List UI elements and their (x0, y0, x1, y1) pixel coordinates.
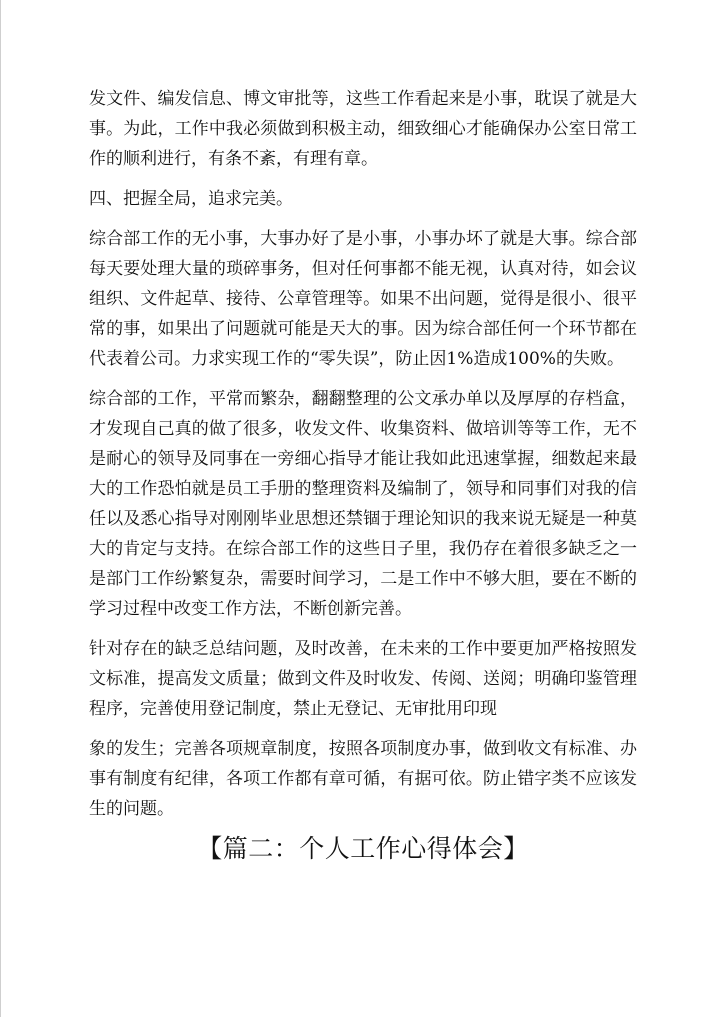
paragraph-2: 综合部工作的无小事，大事办好了是小事，小事办坏了就是大事。综合部每天要处理大量的琐碎事务，但对任何事都不能无视，认真对待，如会议组织、文件起草、接待、公章管理等。如果不出问题，觉得是很小、很平常的事，如果出了问题就可能是天大的事。因为综合部任何一个环节都在代表着公司。力求实现工作的“零失误”，防止因1%造成100%的失败。 (89, 229, 637, 369)
paragraph-4: 针对存在的缺乏总结问题，及时改善，在未来的工作中要更加严格按照发文标准，提高发文质量；做到文件及时收发、传阅、送阅；明确印鉴管理程序，完善使用登记制度，禁止无登记、无审批用印现 (89, 639, 637, 719)
section-heading-four: 四、把握全局，追求完美。 (89, 189, 293, 209)
paragraph-3: 综合部的工作，平常而繁杂，翻翻整理的公文承办单以及厚厚的存档盒，才发现自己真的做了很多，收发文件、收集资料、做培训等等工作，无不是耐心的领导及同事在一旁细心指导才能让我如此迅速掌握，细数起来最大的工作恐怕就是员工手册的整理资料及编制了，领导和同事们对我的信任以及悉心指导对刚刚毕业思想还禁锢于理论知识的我来说无疑是一种莫大的肯定与支持。在综合部工作的这些日子里，我仍存在着很多缺乏之一是部门工作纷繁复杂，需要时间学习，二是工作中不够大胆，要在不断的学习过程中改变工作方法，不断创新完善。 (89, 389, 637, 619)
paragraph-1: 发文件、编发信息、博文审批等，这些工作看起来是小事，耽误了就是大事。为此，工作中我必须做到积极主动，细致细心才能确保办公室日常工作的顺利进行，有条不紊，有理有章。 (89, 89, 637, 169)
document-body (89, 84, 637, 866)
section-title: 【篇二：个人工作心得体会】 (197, 834, 529, 863)
paragraph-5: 象的发生；完善各项规章制度，按照各项制度办事，做到收文有标准、办事有制度有纪律，各项工作都有章可循，有据可依。防止错字类不应该发生的问题。 (89, 739, 637, 819)
